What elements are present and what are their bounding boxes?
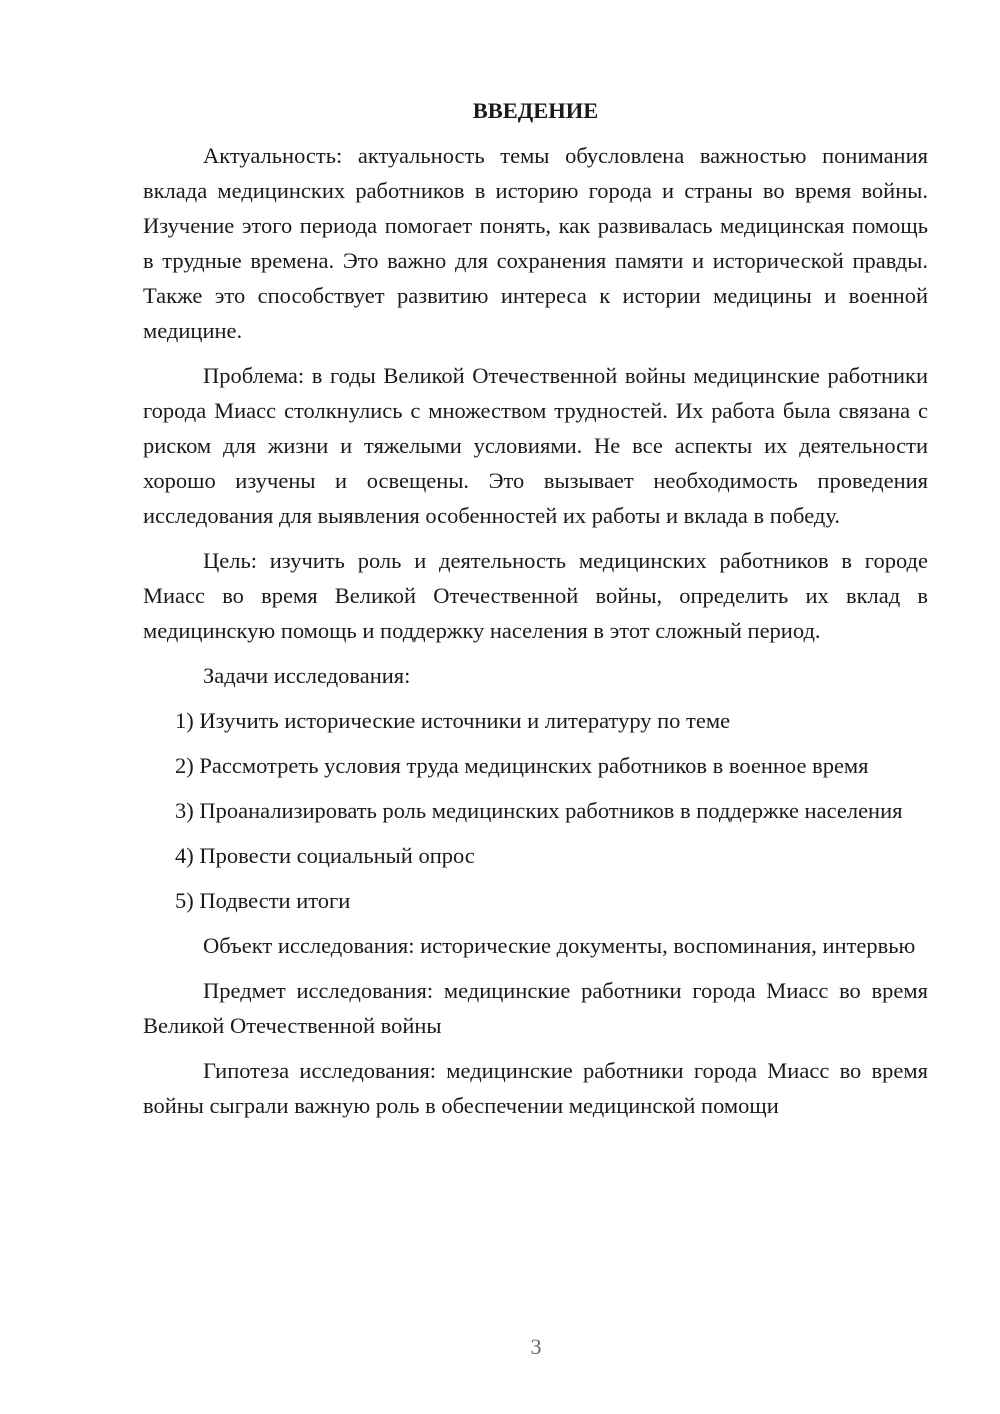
task-item-5: 5) Подвести итоги — [175, 888, 351, 913]
task-item-3: 3) Проанализировать роль медицинских работников в поддержке населения — [175, 798, 903, 823]
problem-paragraph: Проблема: в годы Великой Отечественной войны медицинские работники города Миасс столкнулись с множеством трудностей. Их работа была связана с риском для жизни и тяжелыми условиями. Не все аспекты их деятельности хорошо изучены и освещены. Это вызывает необходимость проведения исследования для выявления особенностей их работы и вклада в победу. — [143, 363, 928, 528]
page-number: 3 — [530, 1334, 542, 1359]
tasks-heading: Задачи исследования: — [203, 663, 411, 688]
relevance-paragraph: Актуальность: актуальность темы обусловлена важностью понимания вклада медицинских работников в историю города и страны во время войны. Изучение этого периода помогает понять, как развивалась медицинская помощь в трудные времена. Это важно для сохранения памяти и исторической правды. Также это способствует развитию интереса к истории медицины и военной медицине. — [143, 143, 928, 343]
section-title: ВВЕДЕНИЕ — [472, 98, 599, 123]
hypothesis-paragraph: Гипотеза исследования: медицинские работники города Миасс во время войны сыграли важную роль в обеспечении медицинской помощи — [143, 1058, 928, 1118]
subject-paragraph: Предмет исследования: медицинские работники города Миасс во время Великой Отечественной войны — [143, 978, 928, 1038]
object-paragraph: Объект исследования: исторические документы, воспоминания, интервью — [203, 933, 916, 958]
task-item-2: 2) Рассмотреть условия труда медицинских работников в военное время — [175, 753, 869, 778]
task-item-4: 4) Провести социальный опрос — [175, 843, 475, 868]
task-item-1: 1) Изучить исторические источники и литературу по теме — [175, 708, 731, 733]
goal-paragraph: Цель: изучить роль и деятельность медицинских работников в городе Миасс во время Великой Отечественной войны, определить их вклад в медицинскую помощь и поддержку населения в этот сложный период. — [143, 548, 928, 643]
page-content — [143, 94, 928, 1133]
